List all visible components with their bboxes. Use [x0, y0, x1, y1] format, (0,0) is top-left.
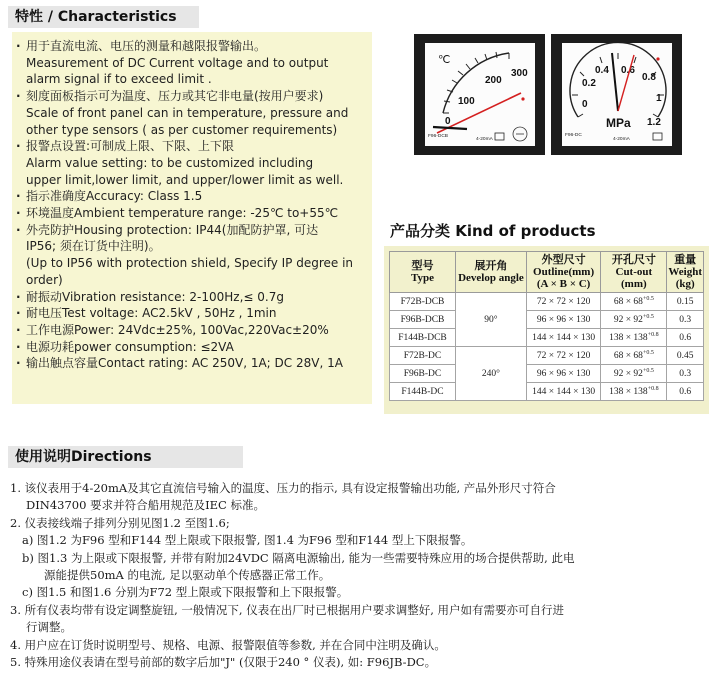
directions-line: 行调整。 [26, 620, 72, 635]
directions-line: 4. 用户应在订货时说明型号、规格、电源、报警限值等参数, 并在合同中注明及确认。 [10, 637, 446, 652]
meter-signal-label: 4-20mA [476, 137, 493, 142]
cell-cutout: $138 \times 138^{+0.8}$ [601, 383, 667, 401]
meter-needle [612, 53, 618, 111]
products-table-panel [384, 246, 709, 414]
cell-type: F144B-DCB [390, 329, 456, 347]
cell-weight: 0.3 [667, 365, 704, 383]
meter-scale-label: 0.4 [595, 65, 609, 76]
table-row [390, 329, 704, 347]
characteristic-item: · 指示准确度Accuracy: Class 1.5 [16, 188, 372, 205]
directions-line: 1. 该仪表用于4-20mA及其它直流信号输入的温度、压力的指示, 具有设定报警输出功能, 产品外形尺寸符合 [10, 481, 556, 495]
pressure-scale-drawing [562, 43, 672, 146]
table-row [390, 365, 704, 383]
characteristics-list [12, 32, 372, 372]
cell-weight: 0.6 [667, 383, 704, 401]
alarm-pointer [618, 55, 634, 111]
table-header-row [390, 252, 704, 293]
header-cutout: 开孔尺寸 Cut-out (mm) [601, 252, 667, 293]
cell-outline: 96 × 96 × 130 [526, 365, 600, 383]
cell-cutout: $68 \times 68^{+0.5}$ [601, 347, 667, 365]
temperature-scale-drawing [425, 43, 535, 146]
alarm-dot [521, 97, 524, 100]
cell-cutout: $92 \times 92^{+0.5}$ [601, 311, 667, 329]
cell-type: F96B-DCB [390, 311, 456, 329]
cell-outline: 96 × 96 × 130 [526, 311, 600, 329]
cell-weight: 0.3 [667, 311, 704, 329]
table-row [390, 311, 704, 329]
characteristic-item: · 用于直流电流、电压的测量和越限报警输出。 Measurement of DC Current voltage and to output alarm signal if to exceed limit . [16, 38, 372, 88]
directions-heading: 使用说明Directions [8, 446, 243, 468]
header-develop-angle: 展开角 Develop angle [455, 252, 526, 293]
cell-cutout: $92 \times 92^{+0.5}$ [601, 365, 667, 383]
cell-angle: 90° [455, 293, 526, 347]
characteristic-item: · 外壳防护Housing protection: IP44(加配防护罩, 可达 IP56; 须在订货中注明)。 (Up to IP56 with protection shield, Specify IP degree in order) [16, 222, 372, 289]
products-table [389, 251, 704, 401]
table-row [390, 293, 704, 311]
characteristic-item: · 报警点设置:可制成上限、下限、上下限 Alarm value setting: to be customized including upper limit,lower limit, and upper/lower limit as well. [16, 138, 372, 188]
brand-logo [495, 133, 504, 140]
meter-unit-label: ℃ [438, 54, 451, 66]
meter-model-label: F96-DC [565, 133, 582, 138]
cell-weight: 0.45 [667, 347, 704, 365]
characteristics-heading: 特性 / Characteristics [8, 6, 199, 28]
characteristic-item: · 耐电压Test voltage: AC2.5kV , 50Hz , 1min [16, 305, 372, 322]
brand-logo [653, 133, 662, 140]
directions-line: 2. 仪表接线端子排列分别见图1.2 至图1.6; [10, 515, 230, 530]
meter-scale-label: 300 [511, 68, 528, 79]
table-row [390, 347, 704, 365]
header-outline: 外型尺寸 Outline(mm) (A × B × C) [526, 252, 600, 293]
cell-type: F96B-DC [390, 365, 456, 383]
cell-angle: 240° [455, 347, 526, 401]
cell-type: F72B-DC [390, 347, 456, 365]
cell-outline: 72 × 72 × 120 [526, 293, 600, 311]
cell-weight: 0.6 [667, 329, 704, 347]
cell-cutout: $68 \times 68^{+0.5}$ [601, 293, 667, 311]
cell-outline: 72 × 72 × 120 [526, 347, 600, 365]
cell-outline: 144 × 144 × 130 [526, 329, 600, 347]
meter-scale-label: 0.6 [621, 65, 635, 76]
characteristic-item: · 耐振动Vibration resistance: 2-100Hz,≤ 0.7g [16, 289, 372, 306]
characteristic-item: · 电源功耗power consumption: ≤2VA [16, 339, 372, 356]
directions-line: a) 图1.2 为F96 型和F144 型上限或下限报警, 图1.4 为F96 型和F144 型上下限报警。 [22, 533, 473, 548]
characteristic-item: · 输出触点容量Contact rating: AC 250V, 1A; DC 28V, 1A [16, 355, 372, 372]
cell-outline: 144 × 144 × 130 [526, 383, 600, 401]
cell-weight: 0.15 [667, 293, 704, 311]
header-weight: 重量 Weight (kg) [667, 252, 704, 293]
meter-scale-label: 0.2 [582, 78, 596, 89]
meter-needle [433, 127, 467, 129]
table-row [390, 383, 704, 401]
header-type: 型号 Type [390, 252, 456, 293]
directions-line: 源能提供50mA 的电流, 足以驱动单个传感器正常工作。 [44, 568, 331, 583]
meter-model-label: F96-DCB [428, 134, 448, 139]
directions-line: b) 图1.3 为上限或下限报警, 并带有附加24VDC 隔离电源输出, 能为一些需要特殊应用的场合提供帮助, 此电 [22, 550, 575, 565]
meter-scale-label: 100 [458, 96, 475, 107]
meter-scale-label: 0.8 [642, 72, 656, 83]
meter-scale-label: 200 [485, 75, 502, 86]
characteristic-item: · 刻度面板指示可为温度、压力或其它非电量(按用户要求) Scale of front panel can in temperature, pressure and other type sensors ( as per customer requirements) [16, 88, 372, 138]
cell-type: F144B-DC [390, 383, 456, 401]
directions-text [8, 480, 714, 671]
characteristic-item: · 环境温度Ambient temperature range: -25℃ to+55℃ [16, 205, 372, 222]
meter-face [562, 43, 672, 146]
pressure-meter-image [551, 34, 682, 155]
cell-cutout: $138 \times 138^{+0.8}$ [601, 329, 667, 347]
directions-line: 3. 所有仪表均带有设定调整旋钮, 一般情况下, 仪表在出厂时已根据用户要求调整好, 用户如有需要亦可自行进 [10, 602, 565, 617]
meter-scale-label: 0 [445, 116, 451, 127]
meter-face [425, 43, 535, 146]
meter-signal-label: 4-20mA [613, 137, 630, 142]
meter-unit-label: MPa [606, 116, 631, 130]
directions-line: 5. 特殊用途仪表请在型号前部的数字后加"J" (仅限于240 ° 仪表), 如: F96JB-DC。 [10, 655, 437, 670]
meter-scale-label: 1 [656, 93, 662, 104]
products-heading: 产品分类 Kind of products [390, 222, 596, 240]
directions-line: c) 图1.5 和图1.6 分别为F72 型上限或下限报警和上下限报警。 [22, 585, 349, 600]
directions-line: DIN43700 要求并符合船用规范及IEC 标准。 [26, 498, 265, 513]
meter-scale-label: 0 [582, 99, 588, 110]
alarm-dot [656, 57, 659, 60]
meter-scale-label: 1.2 [647, 117, 661, 128]
characteristic-item: · 工作电源Power: 24Vdc±25%, 100Vac,220Vac±20% [16, 322, 372, 339]
cell-type: F72B-DCB [390, 293, 456, 311]
characteristics-panel [12, 32, 372, 404]
temperature-meter-image [414, 34, 545, 155]
